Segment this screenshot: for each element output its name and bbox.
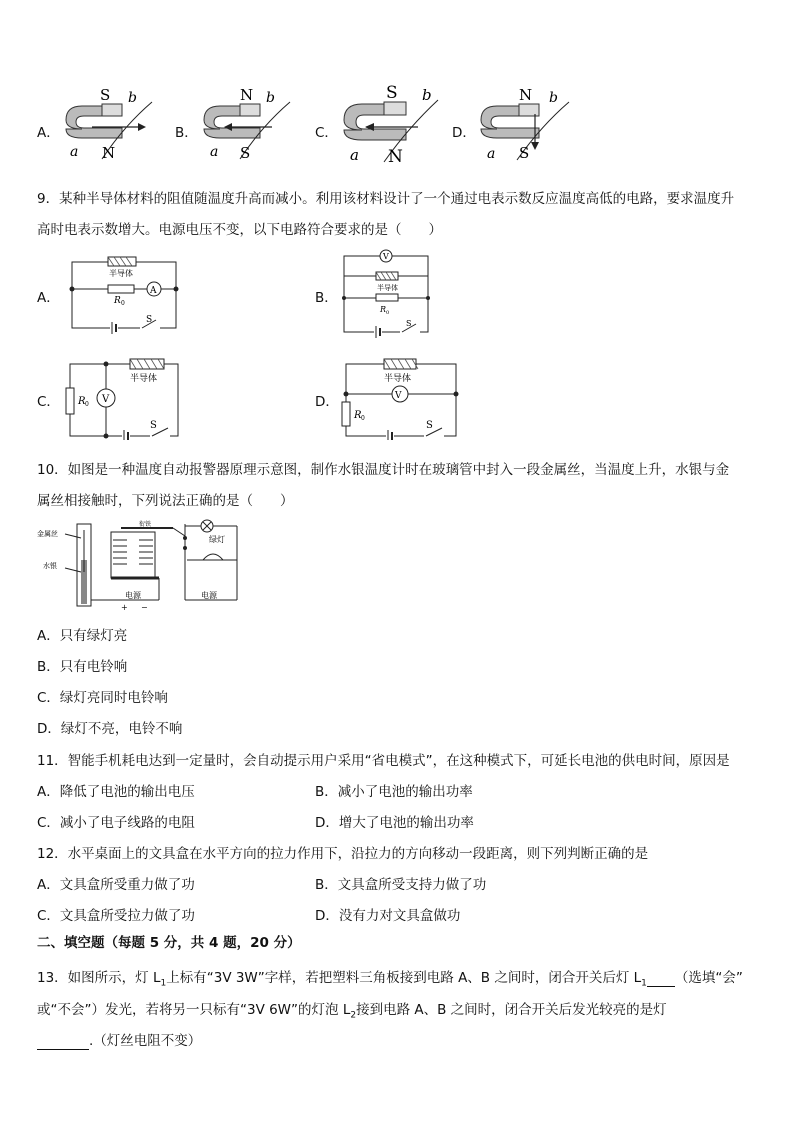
q8-d-top-pole: N — [519, 86, 533, 104]
q9-a-r0: R — [114, 296, 121, 306]
q11-option-a: A．降低了电池的输出电压 — [37, 784, 195, 800]
q10-plus-label: + — [121, 603, 128, 612]
q13-line1-part-a: 13．如图所示，灯 L — [37, 970, 161, 986]
q8-a-top-pole: S — [100, 86, 111, 104]
q8-d-label-a: a — [487, 146, 496, 162]
q10-stem-line2: 属丝相接触时，下列说法正确的是（ ） — [37, 493, 294, 509]
q9-d-switch: S — [426, 420, 433, 431]
q11-option-c: C．减小了电子线路的电阻 — [37, 815, 195, 831]
q9-circuit-a — [66, 254, 182, 334]
q9-c-switch: S — [150, 420, 157, 431]
q13-blank-1[interactable] — [647, 970, 675, 987]
q8-option-c-label: C． — [315, 125, 338, 141]
q11-option-b: B．减小了电池的输出功率 — [315, 784, 473, 800]
q8-a-bottom-pole: N — [102, 144, 116, 162]
q10-stem-line1: 10．如图是一种温度自动报警器原理示意图，制作水银温度计时在玻璃管中封入一段金属丝，当温度上升，水银与金 — [37, 462, 730, 478]
q10-metal-wire-label: 金属丝 — [37, 530, 58, 538]
q8-option-b-figure — [200, 84, 292, 164]
q12-option-a: A．文具盒所受重力做了功 — [37, 877, 195, 893]
q8-option-d-label: D． — [452, 125, 476, 141]
q8-a-label-b: b — [128, 90, 137, 106]
q13-line2 — [37, 998, 667, 1021]
q9-option-d-label: D． — [315, 394, 339, 410]
q10-option-b: B．只有电铃响 — [37, 659, 128, 675]
q9-stem-line2: 高时电表示数增大。电源电压不变，以下电路符合要求的是（ ） — [37, 222, 442, 238]
q9-a-switch: S — [146, 315, 153, 325]
q10-mercury-label: 水银 — [43, 562, 57, 570]
q13-blank-2[interactable] — [37, 1033, 89, 1050]
q8-c-top-pole: S — [386, 83, 398, 103]
q9-b-r0-sub: 0 — [386, 310, 390, 316]
q9-option-b-label: B． — [315, 290, 338, 306]
section-title: 二、填空题（每题 5 分，共 4 题，20 分） — [37, 935, 301, 951]
q12-stem: 12．水平桌面上的文具盒在水平方向的拉力作用下，沿拉力的方向移动一段距离，则下列判断正确的是 — [37, 846, 649, 862]
q8-d-bottom-pole: S — [519, 144, 530, 162]
q8-c-label-a: a — [350, 146, 359, 164]
q10-option-a: A．只有绿灯亮 — [37, 628, 128, 644]
q12-option-c: C．文具盒所受拉力做了功 — [37, 908, 195, 924]
q13-line1-part-b: 上标有“3V 3W”字样，若把塑料三角板接到电路 A、B 之间时，闭合开关后灯 L — [166, 970, 642, 986]
q9-d-semi-label: 半导体 — [384, 374, 412, 384]
q9-a-semi-label: 半导体 — [109, 269, 133, 278]
q9-d-r0-sub: 0 — [361, 415, 365, 422]
q9-b-switch: S — [406, 319, 412, 328]
q9-a-r0-sub: 0 — [121, 300, 125, 307]
q13-line1 — [37, 966, 743, 989]
q8-c-bottom-pole: N — [388, 147, 403, 166]
q8-b-bottom-pole: S — [240, 144, 251, 162]
q10-green-light-label: 绿灯 — [209, 535, 225, 544]
q10-power1-label: 电源 — [125, 591, 141, 600]
q9-b-semi-label: 半导体 — [377, 284, 398, 292]
q10-option-c: C．绿灯亮同时电铃响 — [37, 690, 168, 706]
q8-b-top-pole: N — [240, 86, 254, 104]
q10-minus-label: − — [141, 603, 148, 612]
q13-line1-part-c: （选填“会” — [674, 970, 743, 986]
q9-circuit-d — [338, 354, 462, 440]
q12-option-d: D．没有力对文具盒做功 — [315, 908, 461, 924]
q8-option-b-label: B． — [175, 125, 198, 141]
q8-b-label-b: b — [266, 90, 275, 106]
q9-circuit-c — [64, 354, 184, 440]
q13-line1-sub2: 1 — [641, 978, 647, 989]
q9-option-a-label: A． — [37, 290, 60, 306]
q8-option-d-figure — [477, 84, 573, 166]
q8-a-label-a: a — [70, 144, 79, 160]
q8-d-label-b: b — [549, 90, 558, 106]
q8-option-a-figure — [62, 84, 154, 164]
q13-line2-sub: 2 — [350, 1010, 357, 1021]
q9-stem-line1: 9．某种半导体材料的阻值随温度升高而减小。利用该材料设计了一个通过电表示数反应温度高低的电路，要求温度升 — [37, 191, 735, 207]
q13-line3 — [37, 1029, 201, 1050]
q9-c-semi-label: 半导体 — [130, 374, 158, 384]
q11-stem: 11．智能手机耗电达到一定量时，会自动提示用户采用“省电模式”，在这种模式下，可延长电池的供电时间，原因是 — [37, 753, 730, 769]
q9-c-voltmeter: V — [102, 394, 110, 405]
q9-c-r0-sub: 0 — [85, 401, 89, 408]
q9-a-ammeter: A — [150, 286, 157, 296]
q9-d-voltmeter: V — [395, 391, 402, 401]
q12-option-b: B．文具盒所受支持力做了功 — [315, 877, 487, 893]
q13-line2-part-b: 接到电路 A、B 之间时，闭合开关后发光较亮的是灯 — [356, 1002, 667, 1018]
q13-line1-sub1: 1 — [160, 978, 167, 989]
q9-option-c-label: C． — [37, 394, 60, 410]
q8-b-label-a: a — [210, 144, 219, 160]
q9-c-r0: R — [78, 396, 86, 407]
q8-option-c-figure — [340, 80, 440, 166]
q8-c-label-b: b — [422, 86, 432, 104]
q10-alarm-figure — [37, 518, 243, 612]
q9-circuit-b — [338, 246, 434, 338]
q11-option-d: D．增大了电池的输出功率 — [315, 815, 474, 831]
q9-d-r0: R — [354, 410, 362, 421]
q13-line3-text: .（灯丝电阻不变） — [89, 1033, 202, 1049]
q10-iron-label: 衔铁 — [139, 521, 152, 528]
q10-power2-label: 电源 — [201, 591, 217, 600]
q13-line2-part-a: 或“不会”）发光，若将另一只标有“3V 6W”的灯泡 L — [37, 1002, 351, 1018]
q9-b-voltmeter: V — [383, 252, 389, 261]
q9-b-r0: R — [380, 305, 387, 314]
q8-option-a-label: A． — [37, 125, 60, 141]
q10-option-d: D．绿灯不亮，电铃不响 — [37, 721, 183, 737]
